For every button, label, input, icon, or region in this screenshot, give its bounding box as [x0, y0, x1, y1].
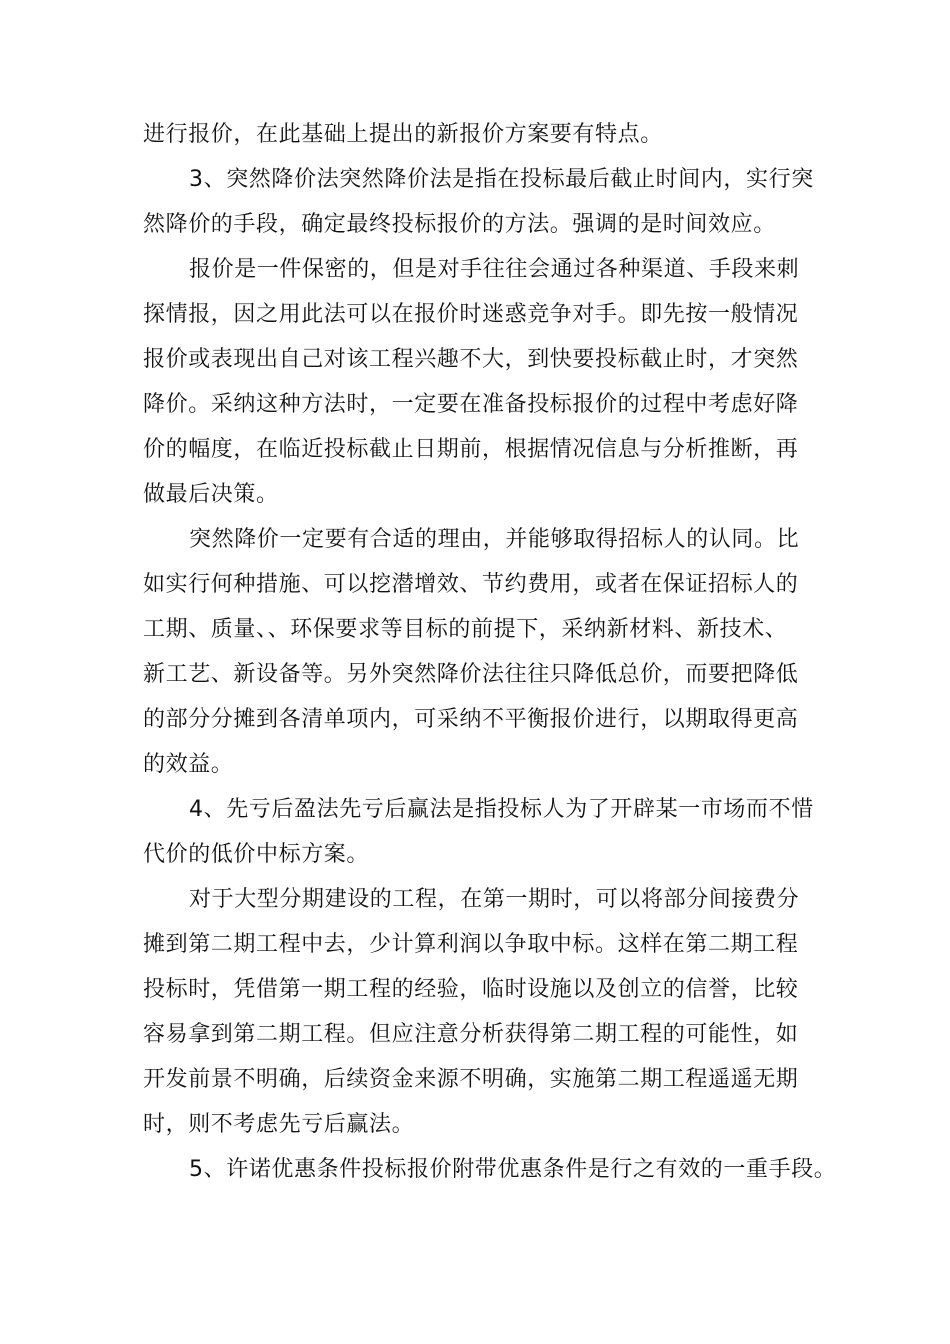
text-line: 突然降价一定要有合适的理由，并能够取得招标人的认同。比: [189, 527, 800, 552]
text-line: 3、突然降价法突然降价法是指在投标最后截止时间内，实行突: [189, 167, 814, 192]
text-line: 时，则不考虑先亏后赢法。: [143, 1112, 415, 1137]
text-line: 进行报价，在此基础上提出的新报价方案要有特点。: [143, 122, 663, 147]
text-line: 容易拿到第二期工程。但应注意分析获得第二期工程的可能性，如: [143, 1022, 799, 1047]
text-line: 工期、质量、、环保要求等目标的前提下，采纳新材料、新技术、: [143, 617, 788, 642]
text-line: 价的幅度，在临近投标截止日期前，根据情况信息与分析推断，再: [143, 437, 799, 462]
text-line: 投标时，凭借第一期工程的经验，临时设施以及创立的信誉，比较: [143, 977, 799, 1002]
text-line: 对于大型分期建设的工程，在第一期时，可以将部分间接费分: [189, 887, 800, 912]
text-line: 的部分分摊到各清单项内，可采纳不平衡报价进行，以期取得更高: [143, 707, 799, 732]
text-line: 降价。采纳这种方法时，一定要在准备投标报价的过程中考虑好降: [143, 392, 799, 417]
text-line: 5、许诺优惠条件投标报价附带优惠条件是行之有效的一重手段。: [189, 1157, 837, 1182]
text-line: 报价或表现出自己对该工程兴趣不大，到快要投标截止时，才突然: [143, 347, 799, 372]
text-line: 探情报，因之用此法可以在报价时迷惑竞争对手。即先按一般情况: [143, 302, 799, 327]
text-line: 新工艺、新设备等。另外突然降价法往往只降低总价，而要把降低: [143, 662, 799, 687]
text-line: 报价是一件保密的，但是对手往往会通过各种渠道、手段来刺: [189, 257, 800, 282]
text-line: 如实行何种措施、可以挖潜增效、节约费用，或者在保证招标人的: [143, 572, 799, 597]
text-line: 的效益。: [143, 752, 234, 777]
text-line: 做最后决策。: [143, 482, 279, 507]
text-line: 摊到第二期工程中去，少计算利润以争取中标。这样在第二期工程: [143, 932, 799, 957]
text-line: 4、先亏后盈法先亏后赢法是指投标人为了开辟某一市场而不惜: [189, 797, 814, 822]
text-line: 代价的低价中标方案。: [143, 842, 370, 867]
text-line: 开发前景不明确，后续资金来源不明确，实施第二期工程遥遥无期: [143, 1067, 799, 1092]
text-line: 然降价的手段，确定最终投标报价的方法。强调的是时间效应。: [143, 212, 776, 237]
